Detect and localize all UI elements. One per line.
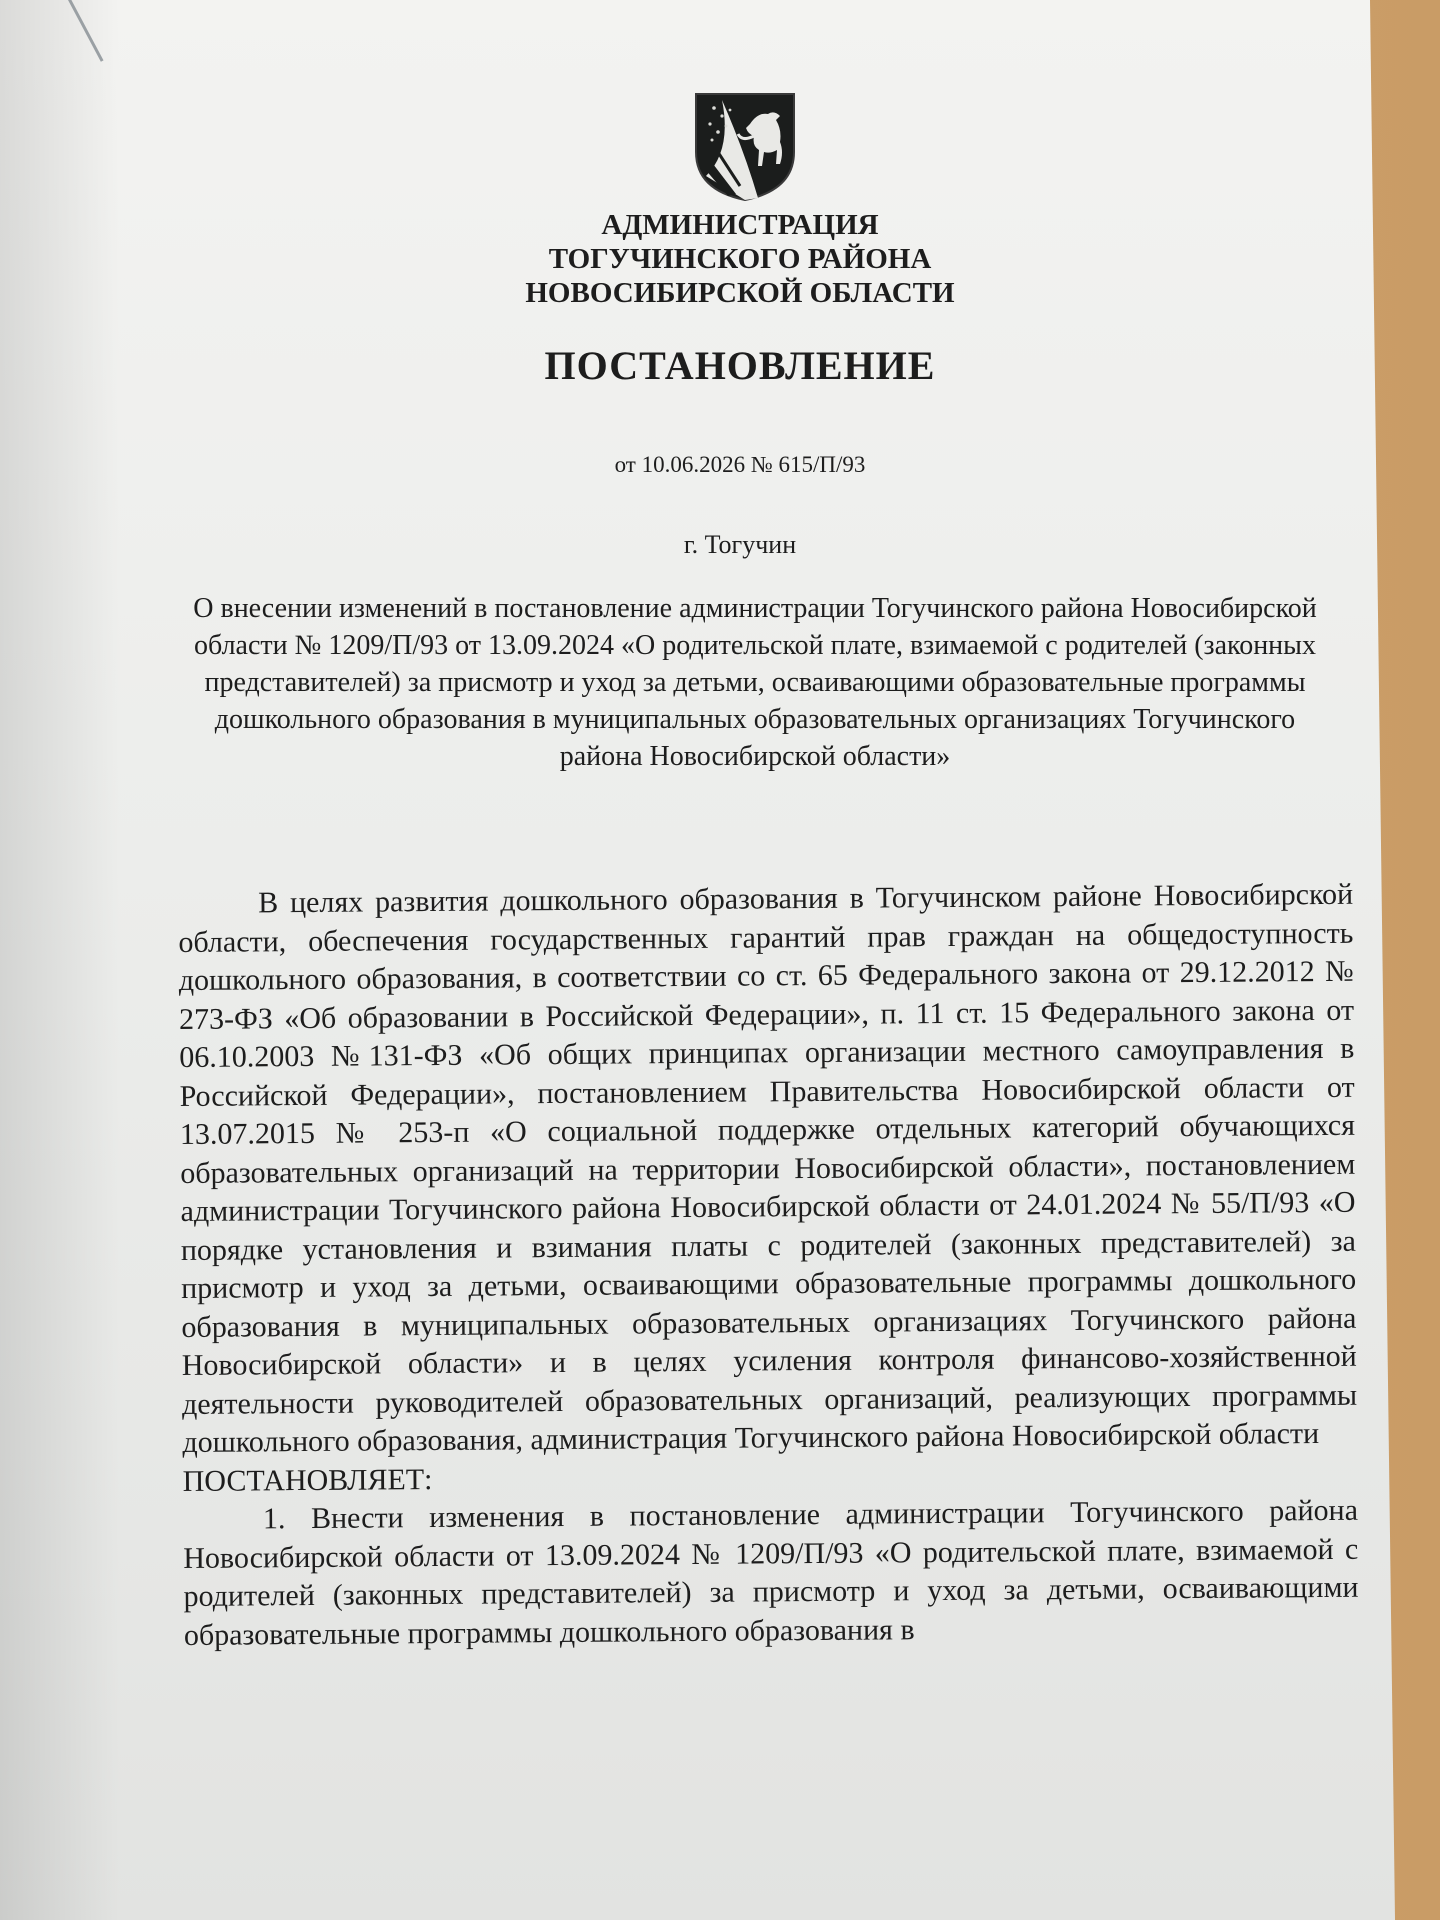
issuer-line-1: АДМИНИСТРАЦИЯ	[601, 209, 879, 241]
document-body	[178, 876, 1359, 1655]
page-shadow	[0, 0, 120, 1920]
document-number: от 10.06.2026 № 615/П/93	[614, 452, 866, 477]
preamble-paragraph: В целях развития дошкольного образования в Тогучинском районе Новосибирской области, обеспечения государственных гарантий прав граждан на общедоступность дошкольного образования, в соответствии со ст. 65 Федерального закона от 29.12.2012 № 273-ФЗ «Об образовании в Российской Федерации», п. 11 ст. 15 Федерального закона от 06.10.2003 №131-ФЗ «Об общих принципах организации местного самоуправления в Российской Федерации», постановлением Правительства Новосибирской области от 13.07.2015 № 253-п «О социальной поддержке отдельных категорий обучающихся образовательных организаций на территории Новосибирской области», постановлением администрации Тогучинского района Новосибирской области от 24.01.2024 № 55/П/93 «О порядке установления и взимания платы с родителей (законных представителей) за присмотр и уход за детьми, осваивающими образовательные программы дошкольного образования в муниципальных образовательных организациях Тогучинского района Новосибирской области» и в целях усиления контроля финансово-хозяйственной деятельности руководителей образовательных организаций, реализующих программы дошкольного образования, администрация Тогучинского района Новосибирской области	[178, 877, 1358, 1459]
document-city: г. Тогучин	[683, 530, 797, 559]
item-1-paragraph: 1. Внести изменения в постановление администрации Тогучинского района Новосибирской области от 13.09.2024 № 1209/П/93 «О родительской плате, взимаемой с родителей (законных представителей) за присмотр и уход за детьми, осваивающими образовательные программы дошкольного образования в	[183, 1493, 1359, 1652]
coat-of-arms-horse-icon	[692, 90, 798, 202]
issuer-line-2: ТОГУЧИНСКОГО РАЙОНА	[548, 243, 932, 275]
issuer-line-3: НОВОСИБИРСКОЙ ОБЛАСТИ	[525, 277, 955, 309]
document-title: ПОСТАНОВЛЕНИЕ	[544, 343, 936, 388]
document-content	[170, 0, 1365, 1920]
document-subject: О внесении изменений в постановление администрации Тогучинского района Новосибирской области № 1209/П/93 от 13.09.2024 «О родительской плате, взимаемой с родителей (законных представителей) за присмотр и уход за детьми, осваивающими образовательные программы дошкольного образования в муниципальных образовательных организациях Тогучинского района Новосибирской области»	[193, 593, 1317, 772]
resolves-heading: ПОСТАНОВЛЯЕТ:	[182, 1462, 433, 1498]
issuer-header	[500, 208, 980, 310]
